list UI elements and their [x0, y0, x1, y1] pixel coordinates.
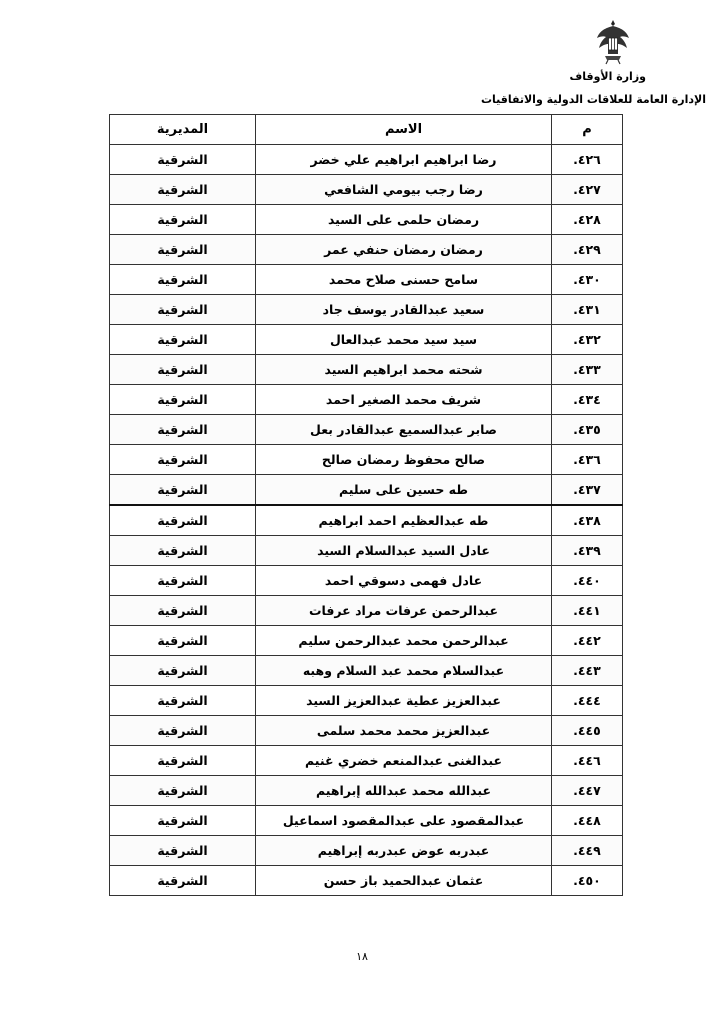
row-directorate-cell: الشرقية: [110, 205, 256, 235]
column-header-number: م: [552, 115, 623, 145]
table-row: [110, 235, 623, 265]
table-row: [110, 325, 623, 355]
row-name-cell: رمضان حلمى على السيد: [256, 205, 552, 235]
row-name-cell: رمضان رمضان حنفي عمر: [256, 235, 552, 265]
table-row: [110, 866, 623, 896]
table-row: [110, 355, 623, 385]
table-row: [110, 505, 623, 536]
row-name-cell: سعيد عبدالقادر يوسف جاد: [256, 295, 552, 325]
table-row: [110, 626, 623, 656]
table-row: [110, 806, 623, 836]
row-number-cell: ٤٣٨.: [552, 505, 623, 536]
row-directorate-cell: الشرقية: [110, 836, 256, 866]
row-name-cell: عبدالغنى عبدالمنعم خضري غنيم: [256, 746, 552, 776]
row-name-cell: رضا رجب بيومي الشافعي: [256, 175, 552, 205]
row-number-cell: ٤٤٢.: [552, 626, 623, 656]
names-table: [109, 114, 623, 896]
row-directorate-cell: الشرقية: [110, 505, 256, 536]
row-directorate-cell: الشرقية: [110, 175, 256, 205]
row-number-cell: ٤٢٨.: [552, 205, 623, 235]
row-number-cell: ٤٤٠.: [552, 566, 623, 596]
row-directorate-cell: الشرقية: [110, 325, 256, 355]
table-row: [110, 475, 623, 506]
row-directorate-cell: الشرقية: [110, 776, 256, 806]
table-row: [110, 776, 623, 806]
row-number-cell: ٤٣٩.: [552, 536, 623, 566]
table-header-row: [110, 115, 623, 145]
row-directorate-cell: الشرقية: [110, 445, 256, 475]
department-name: الإدارة العامة للعلاقات الدولية والاتفاقيات: [480, 93, 706, 106]
row-directorate-cell: الشرقية: [110, 145, 256, 175]
table-row: [110, 746, 623, 776]
page-number: ١٨: [356, 950, 368, 963]
row-name-cell: سيد سيد محمد عبدالعال: [256, 325, 552, 355]
table-row: [110, 265, 623, 295]
row-name-cell: عبدالعزيز محمد محمد سلمى: [256, 716, 552, 746]
table-row: [110, 566, 623, 596]
row-number-cell: ٤٤٥.: [552, 716, 623, 746]
row-directorate-cell: الشرقية: [110, 475, 256, 506]
table-row: [110, 536, 623, 566]
row-name-cell: عبدالرحمن عرفات مراد عرفات: [256, 596, 552, 626]
row-name-cell: عبدالرحمن محمد عبدالرحمن سليم: [256, 626, 552, 656]
row-number-cell: ٤٣٥.: [552, 415, 623, 445]
row-name-cell: شحته محمد ابراهيم السيد: [256, 355, 552, 385]
row-name-cell: عبدالله محمد عبدالله إبراهيم: [256, 776, 552, 806]
row-name-cell: طه حسين على سليم: [256, 475, 552, 506]
row-name-cell: صالح محفوظ رمضان صالح: [256, 445, 552, 475]
row-number-cell: ٤٤٨.: [552, 806, 623, 836]
row-number-cell: ٤٣٦.: [552, 445, 623, 475]
row-directorate-cell: الشرقية: [110, 596, 256, 626]
table-row: [110, 716, 623, 746]
row-name-cell: عبدالسلام محمد عبد السلام وهبه: [256, 656, 552, 686]
row-number-cell: ٤٢٧.: [552, 175, 623, 205]
row-number-cell: ٤٢٩.: [552, 235, 623, 265]
row-directorate-cell: الشرقية: [110, 385, 256, 415]
row-number-cell: ٤٣٤.: [552, 385, 623, 415]
row-name-cell: صابر عبدالسميع عبدالقادر بعل: [256, 415, 552, 445]
row-number-cell: ٤٤١.: [552, 596, 623, 626]
row-number-cell: ٤٣٢.: [552, 325, 623, 355]
row-name-cell: رضا ابراهيم ابراهيم علي خضر: [256, 145, 552, 175]
row-number-cell: ٤٤٣.: [552, 656, 623, 686]
eagle-emblem-icon: [596, 18, 630, 66]
row-directorate-cell: الشرقية: [110, 415, 256, 445]
row-name-cell: عادل السيد عبدالسلام السيد: [256, 536, 552, 566]
table-row: [110, 836, 623, 866]
column-header-name: الاسم: [256, 115, 552, 145]
row-directorate-cell: الشرقية: [110, 265, 256, 295]
row-number-cell: ٤٤٩.: [552, 836, 623, 866]
row-name-cell: عبدالمقصود على عبدالمقصود اسماعيل: [256, 806, 552, 836]
row-name-cell: عبدربه عوض عبدربه إبراهيم: [256, 836, 552, 866]
table-row: [110, 656, 623, 686]
row-directorate-cell: الشرقية: [110, 746, 256, 776]
row-name-cell: شريف محمد الصغير احمد: [256, 385, 552, 415]
row-number-cell: ٤٣٠.: [552, 265, 623, 295]
table-row: [110, 385, 623, 415]
table-row: [110, 145, 623, 175]
row-directorate-cell: الشرقية: [110, 866, 256, 896]
row-number-cell: ٤٢٦.: [552, 145, 623, 175]
column-header-directorate: المديرية: [110, 115, 256, 145]
row-name-cell: عثمان عبدالحميد باز حسن: [256, 866, 552, 896]
table-row: [110, 295, 623, 325]
row-name-cell: سامح حسنى صلاح محمد: [256, 265, 552, 295]
row-directorate-cell: الشرقية: [110, 566, 256, 596]
table-row: [110, 686, 623, 716]
row-directorate-cell: الشرقية: [110, 806, 256, 836]
row-directorate-cell: الشرقية: [110, 295, 256, 325]
row-number-cell: ٤٤٧.: [552, 776, 623, 806]
table-row: [110, 415, 623, 445]
row-directorate-cell: الشرقية: [110, 626, 256, 656]
row-name-cell: عبدالعزيز عطية عبدالعزيز السيد: [256, 686, 552, 716]
row-number-cell: ٤٣٣.: [552, 355, 623, 385]
row-number-cell: ٤٥٠.: [552, 866, 623, 896]
row-directorate-cell: الشرقية: [110, 235, 256, 265]
table-row: [110, 175, 623, 205]
table-row: [110, 205, 623, 235]
row-name-cell: طه عبدالعظيم احمد ابراهيم: [256, 505, 552, 536]
row-directorate-cell: الشرقية: [110, 716, 256, 746]
row-directorate-cell: الشرقية: [110, 536, 256, 566]
table-row: [110, 596, 623, 626]
table-row: [110, 445, 623, 475]
row-number-cell: ٤٤٤.: [552, 686, 623, 716]
row-directorate-cell: الشرقية: [110, 686, 256, 716]
row-number-cell: ٤٣١.: [552, 295, 623, 325]
row-name-cell: عادل فهمى دسوقي احمد: [256, 566, 552, 596]
row-number-cell: ٤٣٧.: [552, 475, 623, 506]
ministry-name: وزارة الأوقاف: [569, 70, 646, 83]
row-directorate-cell: الشرقية: [110, 355, 256, 385]
row-directorate-cell: الشرقية: [110, 656, 256, 686]
row-number-cell: ٤٤٦.: [552, 746, 623, 776]
